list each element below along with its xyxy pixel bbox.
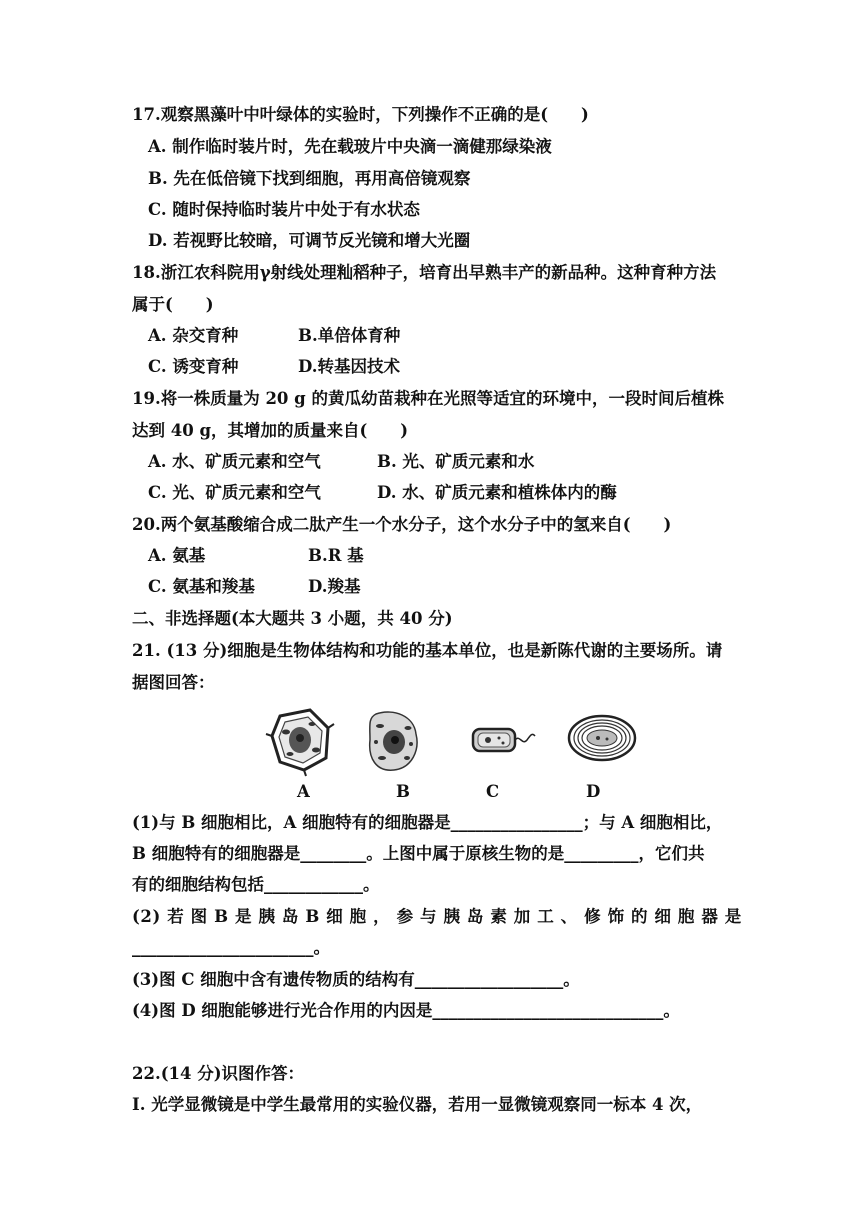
- q22-stem: 22.(14 分)识图作答：: [132, 1064, 305, 1083]
- q20-option-a: A. 氨基: [148, 546, 206, 565]
- q19-option-d: D. 水、矿质元素和植株体内的酶: [377, 483, 617, 502]
- q22-part1: Ⅰ. 光学显微镜是中学生最常用的实验仪器，若用一显微镜观察同一标本 4 次，: [132, 1095, 703, 1114]
- q17-option-b: B. 先在低倍镜下找到细胞，再用高倍镜观察: [148, 169, 471, 188]
- figure-label-c: C: [486, 782, 500, 801]
- q21-stem-line2: 据图回答：: [132, 673, 215, 692]
- cell-d-algae-image: [569, 716, 635, 760]
- q20-option-c: C. 氨基和羧基: [148, 577, 255, 596]
- q21-part2-line1: (2) 若 图 B 是 胰 岛 B 细 胞 ， 参 与 胰 岛 素 加 工 、 修 饰 的 细 胞 器 是: [132, 907, 742, 926]
- section-heading: 二、非选择题(本大题共 3 小题，共 40 分): [132, 609, 453, 628]
- cell-figure: [262, 704, 682, 814]
- q18-option-a: A. 杂交育种: [148, 326, 239, 345]
- cell-a-plant-image: [266, 710, 334, 776]
- q19-option-b: B. 光、矿质元素和水: [377, 452, 535, 471]
- q17-option-a: A. 制作临时装片时，先在载玻片中央滴一滴健那绿染液: [148, 137, 552, 156]
- q18-stem-line1: 18.浙江农科院用γ射线处理籼稻种子，培育出早熟丰产的新品种。这种育种方法: [132, 263, 717, 282]
- q18-option-c: C. 诱变育种: [148, 357, 239, 376]
- q17-option-c: C. 随时保持临时装片中处于有水状态: [148, 200, 420, 219]
- q21-part1-line2: B 细胞特有的细胞器是________。上图中属于原核生物的是_________，它们共: [132, 844, 705, 863]
- figure-label-b: B: [396, 782, 410, 801]
- q21-part1-line3: 有的细胞结构包括____________。: [132, 875, 380, 894]
- q18-option-b: B.单倍体育种: [298, 326, 401, 345]
- q21-part3: (3)图 C 细胞中含有遗传物质的结构有__________________。: [132, 970, 580, 989]
- q19-stem-line1: 19.将一株质量为 20 g 的黄瓜幼苗栽种在光照等适宜的环境中，一段时间后植株: [132, 389, 724, 408]
- q20-stem: 20.两个氨基酸缩合成二肽产生一个水分子，这个水分子中的氢来自( ): [132, 515, 672, 534]
- q21-part1-line1: (1)与 B 细胞相比，A 细胞特有的细胞器是________________；与 A 细胞相比，: [132, 813, 723, 832]
- figure-label-d: D: [586, 782, 601, 801]
- q19-option-c: C. 光、矿质元素和空气: [148, 483, 321, 502]
- figure-label-a: A: [297, 782, 310, 801]
- q20-option-b: B.R 基: [308, 546, 364, 565]
- q21-part4: (4)图 D 细胞能够进行光合作用的内因是____________________________。: [132, 1001, 680, 1020]
- q17-stem: 17.观察黑藻叶中叶绿体的实验时，下列操作不正确的是( ): [132, 105, 589, 124]
- cell-b-animal-image: [370, 712, 417, 770]
- cell-c-bacterium-image: [473, 729, 535, 751]
- q21-stem-line1: 21. (13 分)细胞是生物体结构和功能的基本单位，也是新陈代谢的主要场所。请: [132, 641, 723, 660]
- q18-option-d: D.转基因技术: [298, 357, 400, 376]
- q19-option-a: A. 水、矿质元素和空气: [148, 452, 321, 471]
- q18-stem-line2: 属于( ): [132, 295, 214, 314]
- q21-part2-line2: ______________________。: [132, 938, 330, 957]
- q17-option-d: D. 若视野比较暗，可调节反光镜和增大光圈: [148, 231, 471, 250]
- q19-stem-line2: 达到 40 g，其增加的质量来自( ): [132, 421, 409, 440]
- q20-option-d: D.羧基: [308, 577, 361, 596]
